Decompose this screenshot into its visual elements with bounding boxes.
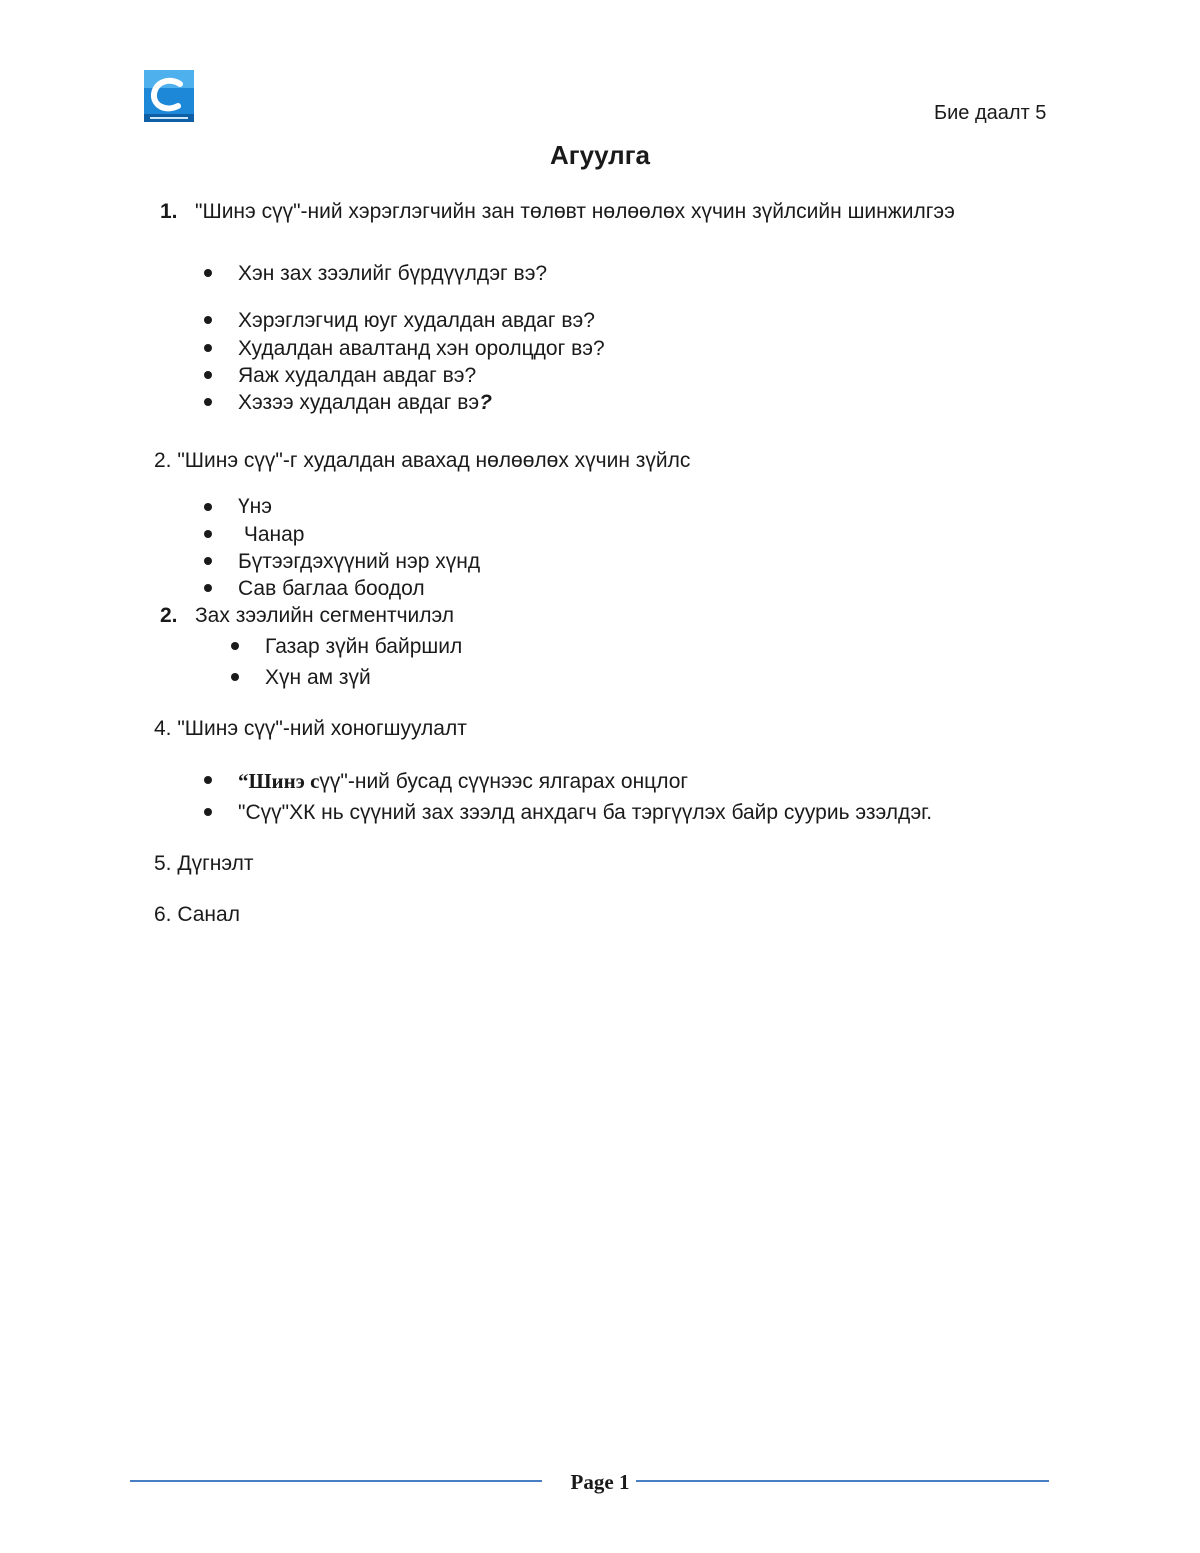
bullet-icon [204, 371, 212, 379]
section1-item-suffix: ? [479, 391, 492, 414]
section2-item: Сав баглаа боодол [238, 577, 425, 600]
section4-heading: 4. "Шинэ сүү"-ний хоногшуулалт [154, 717, 467, 740]
page-title: Агуулга [550, 140, 650, 170]
section5-heading: 5. Дүгнэлт [154, 852, 254, 875]
document-label: Бие даалт 5 [934, 102, 1047, 124]
section6-heading: 6. Санал [154, 903, 240, 926]
company-logo-icon [144, 70, 194, 122]
section1-item: Хэн зах зээлийг бүрдүүлдэг вэ? [238, 262, 548, 285]
bullet-icon [204, 503, 212, 511]
bullet-icon [204, 584, 212, 592]
footer-rule-right [636, 1480, 1049, 1482]
bullet-icon [204, 344, 212, 352]
section1-item: Яаж худалдан авдаг вэ? [238, 364, 477, 387]
section1-item: Хэрэглэгчид юуг худалдан авдаг вэ? [238, 309, 595, 332]
bullet-icon [204, 776, 212, 784]
section1-heading: "Шинэ сүү"-ний хэрэглэгчийн зан төлөвт нөлөөлөх хүчин зүйлсийн шинжилгээ [195, 200, 955, 223]
page-number: Page 1 [570, 1470, 630, 1494]
bullet-icon [204, 557, 212, 565]
section4-item [238, 769, 688, 794]
bullet-icon [204, 808, 212, 816]
section1-item-last [238, 391, 492, 415]
section2-heading: 2. "Шинэ сүү"-г худалдан авахад нөлөөлөх хүчин зүйлс [154, 449, 691, 472]
bullet-icon [231, 642, 239, 650]
bullet-icon [204, 316, 212, 324]
bullet-icon [204, 269, 212, 277]
section1-number: 1. [160, 200, 178, 223]
section3-item: Хүн ам зүй [265, 666, 371, 689]
section2-item: Бүтээгдэхүүний нэр хүнд [238, 550, 481, 573]
section3-number: 2. [160, 604, 178, 627]
section4-item: "Сүү"ХК нь сүүний зах зээлд анхдагч ба тэргүүлэх байр сууриь эзэлдэг. [238, 801, 933, 824]
section2-item: Үнэ [238, 495, 272, 518]
section4-item-rest: үү"-ний бусад сүүнээс ялгарах онцлог [319, 770, 689, 793]
section2-item: Чанар [238, 523, 305, 546]
section3-heading: Зах зээлийн сегментчилэл [195, 604, 455, 627]
bullet-icon [204, 530, 212, 538]
section1-item-text: Хэзээ худалдан авдаг вэ [238, 391, 480, 414]
section1-item: Худалдан авалтанд хэн оролцдог вэ? [238, 337, 605, 360]
bullet-icon [204, 398, 212, 406]
section4-item-bold: “Шинэ с [238, 769, 320, 793]
bullet-icon [231, 673, 239, 681]
section3-item: Газар зүйн байршил [265, 635, 463, 658]
